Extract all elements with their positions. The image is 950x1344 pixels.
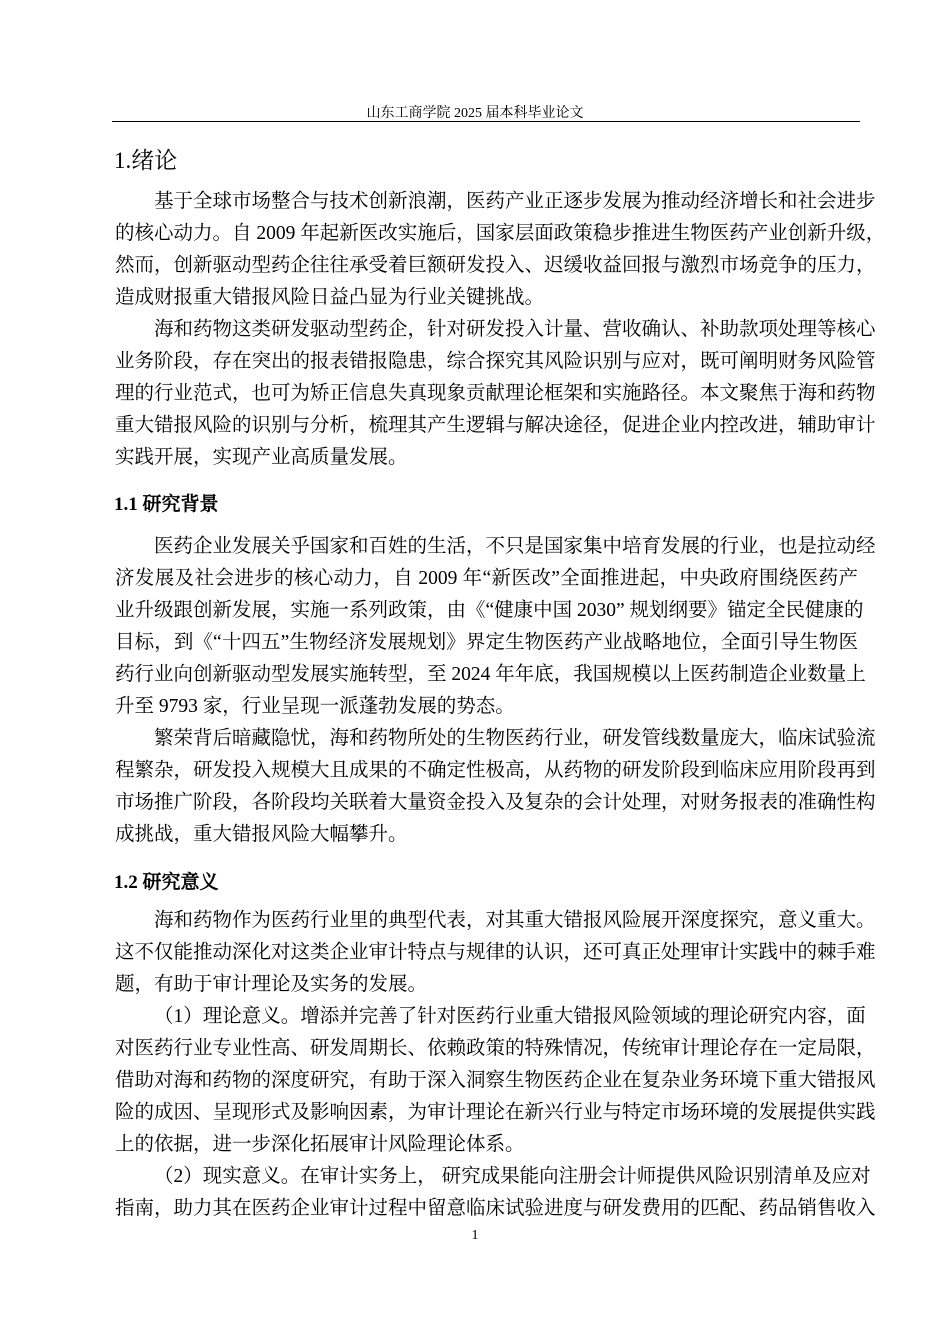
text-line: 题，有助于审计理论及实务的发展。 [115, 974, 428, 995]
page-number: 1 [471, 1228, 479, 1243]
text-line: （1）理论意义。增添并完善了针对医药行业重大错报风险领域的理论研究内容，面 [154, 1006, 866, 1027]
header-rule [112, 121, 860, 122]
text-line: 成挑战，重大错报风险大幅攀升。 [115, 824, 408, 845]
text-line: （2）现实意义。在审计实务上， 研究成果能向注册会计师提供风险识别清单及应对 [154, 1166, 871, 1187]
paragraph [115, 1001, 876, 1161]
text-line: 药行业向创新驱动型发展实施转型，至 2024 年年底，我国规模以上医药制造企业数量上 [115, 664, 866, 685]
text-line: 险的成因、呈现形式及影响因素，为审计理论在新兴行业与特定市场环境的发展提供实践 [115, 1102, 876, 1123]
text-line: 医药企业发展关乎国家和百姓的生活，不只是国家集中培育发展的行业，也是拉动经 [154, 536, 876, 557]
text-line: 然而，创新驱动型药企往往承受着巨额研发投入、迟缓收益回报与激烈市场竞争的压力， [115, 255, 876, 276]
text-line: 济发展及社会进步的核心动力，自 2009 年“新医改”全面推进起，中央政府围绕医药产 [115, 568, 858, 589]
text-line: 业务阶段，存在突出的报表错报隐患，综合探究其风险识别与应对，既可阐明财务风险管 [115, 351, 876, 372]
text-line: 的核心动力。自 2009 年起新医改实施后，国家层面政策稳步推进生物医药产业创新升级， [115, 223, 886, 244]
text-line: 市场推广阶段，各阶段均关联着大量资金投入及复杂的会计处理，对财务报表的准确性构 [115, 792, 876, 813]
text-line: 繁荣背后暗藏隐忧，海和药物所处的生物医药行业，研发管线数量庞大，临床试验流 [154, 728, 876, 749]
text-line: 实践开展，实现产业高质量发展。 [115, 447, 408, 468]
paragraph [115, 1161, 876, 1225]
text-line: 基于全球市场整合与技术创新浪潮，医药产业正逐步发展为推动经济增长和社会进步 [154, 191, 876, 212]
paragraph [115, 186, 886, 314]
text-line: 借助对海和药物的深度研究，有助于深入洞察生物医药企业在复杂业务环境下重大错报风 [115, 1070, 876, 1091]
paragraph [115, 905, 876, 1001]
text-line: 海和药物这类研发驱动型药企，针对研发投入计量、营收确认、补助款项处理等核心 [154, 319, 876, 340]
text-line: 海和药物作为医药行业里的典型代表，对其重大错报风险展开深度探究，意义重大。 [154, 910, 876, 931]
section-heading-background: 1.1 研究背景 [114, 494, 219, 515]
text-line: 目标，到《“十四五”生物经济发展规划》界定生物医药产业战略地位，全面引导生物医 [115, 632, 858, 653]
text-line: 对医药行业专业性高、研发周期长、依赖政策的特殊情况，传统审计理论存在一定局限， [115, 1038, 876, 1059]
text-line: 理的行业范式，也可为矫正信息失真现象贡献理论框架和实施路径。本文聚焦于海和药物 [115, 383, 876, 404]
intro-section [115, 186, 886, 474]
text-line: 指南，助力其在医药企业审计过程中留意临床试验进度与研发费用的匹配、药品销售收入 [115, 1198, 876, 1219]
text-line: 重大错报风险的识别与分析，梳理其产生逻辑与解决途径，促进企业内控改进，辅助审计 [115, 415, 876, 436]
paragraph [115, 531, 876, 723]
text-line: 升至 9793 家，行业呈现一派蓬勃发展的势态。 [115, 696, 515, 717]
text-line: 造成财报重大错报风险日益凸显为行业关键挑战。 [115, 287, 545, 308]
text-line: 这不仅能推动深化对这类企业审计特点与规律的认识，还可真正处理审计实践中的棘手难 [115, 942, 876, 963]
running-header: 山东工商学院 2025 届本科毕业论文 [366, 106, 584, 121]
section-heading-significance: 1.2 研究意义 [114, 872, 219, 893]
significance-section [115, 905, 876, 1225]
text-line: 上的依据，进一步深化拓展审计风险理论体系。 [115, 1134, 525, 1155]
background-section [115, 531, 876, 851]
chapter-title: 1.绪论 [114, 148, 178, 173]
text-line: 程繁杂，研发投入规模大且成果的不确定性极高，从药物的研发阶段到临床应用阶段再到 [115, 760, 876, 781]
paragraph [115, 314, 876, 474]
paragraph [115, 723, 876, 851]
text-line: 业升级跟创新发展，实施一系列政策，由《“健康中国 2030” 规划纲要》锚定全民健康的 [115, 600, 864, 621]
